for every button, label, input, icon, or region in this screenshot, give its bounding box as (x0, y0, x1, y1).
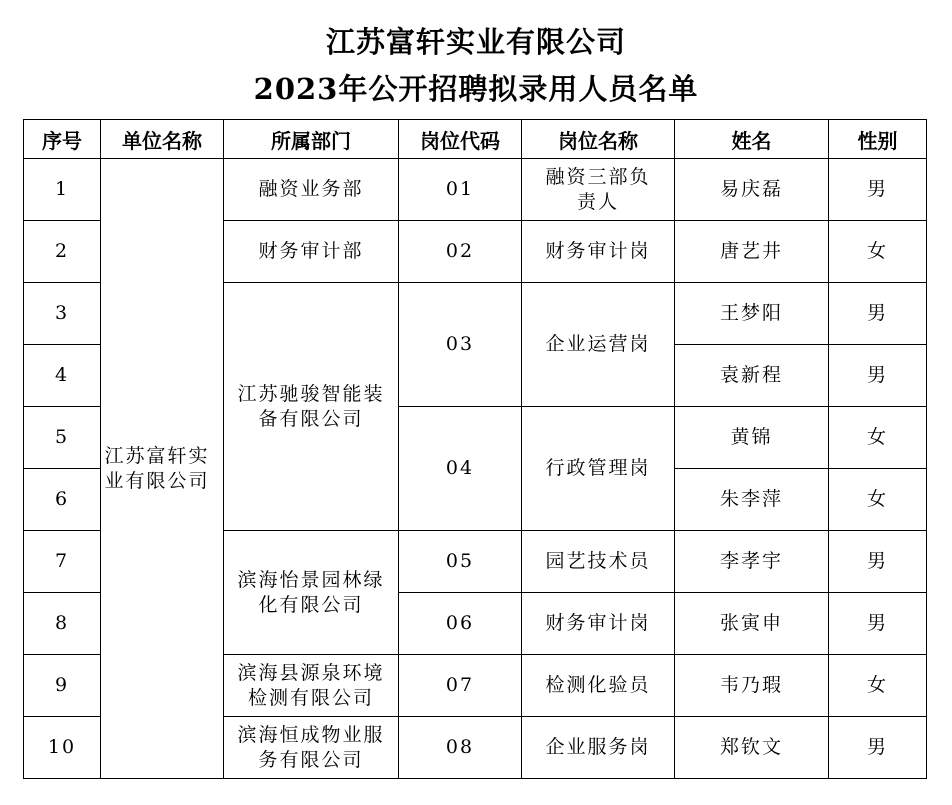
department-name: 滨海县源泉环境检测有限公司 (237, 661, 385, 709)
seq-cell: 1 (24, 159, 101, 221)
seq-cell: 3 (24, 283, 101, 345)
gender-cell: 男 (829, 717, 927, 779)
department-cell: 融资业务部 (224, 159, 399, 221)
gender-cell: 男 (829, 159, 927, 221)
post-name-cell: 检测化验员 (522, 655, 675, 717)
table-row (24, 159, 927, 221)
gender-cell: 女 (829, 221, 927, 283)
post-name-cell (522, 159, 675, 221)
gender-cell: 女 (829, 407, 927, 469)
department-name: 滨海怡景园林绿化有限公司 (237, 568, 385, 616)
post-code-cell: 07 (399, 655, 522, 717)
post-code-cell: 02 (399, 221, 522, 283)
seq-cell: 8 (24, 593, 101, 655)
person-name-cell: 张寅申 (675, 593, 829, 655)
header-post-name: 岗位名称 (522, 120, 675, 159)
header-seq: 序号 (24, 120, 101, 159)
seq-cell: 10 (24, 717, 101, 779)
person-name-cell: 易庆磊 (675, 159, 829, 221)
seq-cell: 6 (24, 469, 101, 531)
department-name: 滨海恒成物业服务有限公司 (237, 723, 385, 771)
seq-cell: 9 (24, 655, 101, 717)
gender-cell: 男 (829, 283, 927, 345)
person-name-cell: 李孝宇 (675, 531, 829, 593)
gender-cell: 男 (829, 531, 927, 593)
unit-name: 江苏富轩实业有限公司 (104, 444, 210, 492)
post-name-cell: 企业运营岗 (522, 283, 675, 407)
post-code-cell: 03 (399, 283, 522, 407)
post-code-cell: 05 (399, 531, 522, 593)
person-name-cell: 黄锦 (675, 407, 829, 469)
post-name-cell: 财务审计岗 (522, 593, 675, 655)
post-code-cell: 01 (399, 159, 522, 221)
gender-cell: 女 (829, 469, 927, 531)
department-name: 江苏驰骏智能装备有限公司 (237, 382, 385, 430)
department-cell (224, 717, 399, 779)
department-cell: 财务审计部 (224, 221, 399, 283)
post-code-cell: 08 (399, 717, 522, 779)
person-name-cell: 韦乃瑕 (675, 655, 829, 717)
header-unit: 单位名称 (101, 120, 224, 159)
post-name-cell: 财务审计岗 (522, 221, 675, 283)
gender-cell: 男 (829, 345, 927, 407)
post-name-cell: 行政管理岗 (522, 407, 675, 531)
post-code-cell: 04 (399, 407, 522, 531)
seq-cell: 2 (24, 221, 101, 283)
department-cell (224, 531, 399, 655)
gender-cell: 女 (829, 655, 927, 717)
seq-cell: 7 (24, 531, 101, 593)
person-name-cell: 王梦阳 (675, 283, 829, 345)
hiring-roster-table (23, 119, 927, 779)
post-name-cell: 园艺技术员 (522, 531, 675, 593)
header-gender: 性别 (829, 120, 927, 159)
person-name-cell: 唐艺井 (675, 221, 829, 283)
post-code-cell: 06 (399, 593, 522, 655)
seq-cell: 5 (24, 407, 101, 469)
department-cell (224, 655, 399, 717)
gender-cell: 男 (829, 593, 927, 655)
table-header-row (24, 120, 927, 159)
header-department: 所属部门 (224, 120, 399, 159)
post-name: 融资三部负责人 (545, 165, 651, 213)
document-title: 江苏富轩实业有限公司 (325, 25, 626, 59)
header-name: 姓名 (675, 120, 829, 159)
unit-cell (101, 159, 224, 779)
person-name-cell: 郑钦文 (675, 717, 829, 779)
header-post-code: 岗位代码 (399, 120, 522, 159)
department-cell (224, 283, 399, 531)
person-name-cell: 朱李萍 (675, 469, 829, 531)
person-name-cell: 袁新程 (675, 345, 829, 407)
post-name-cell: 企业服务岗 (522, 717, 675, 779)
document-subtitle: 2023年公开招聘拟录用人员名单 (253, 72, 699, 106)
seq-cell: 4 (24, 345, 101, 407)
